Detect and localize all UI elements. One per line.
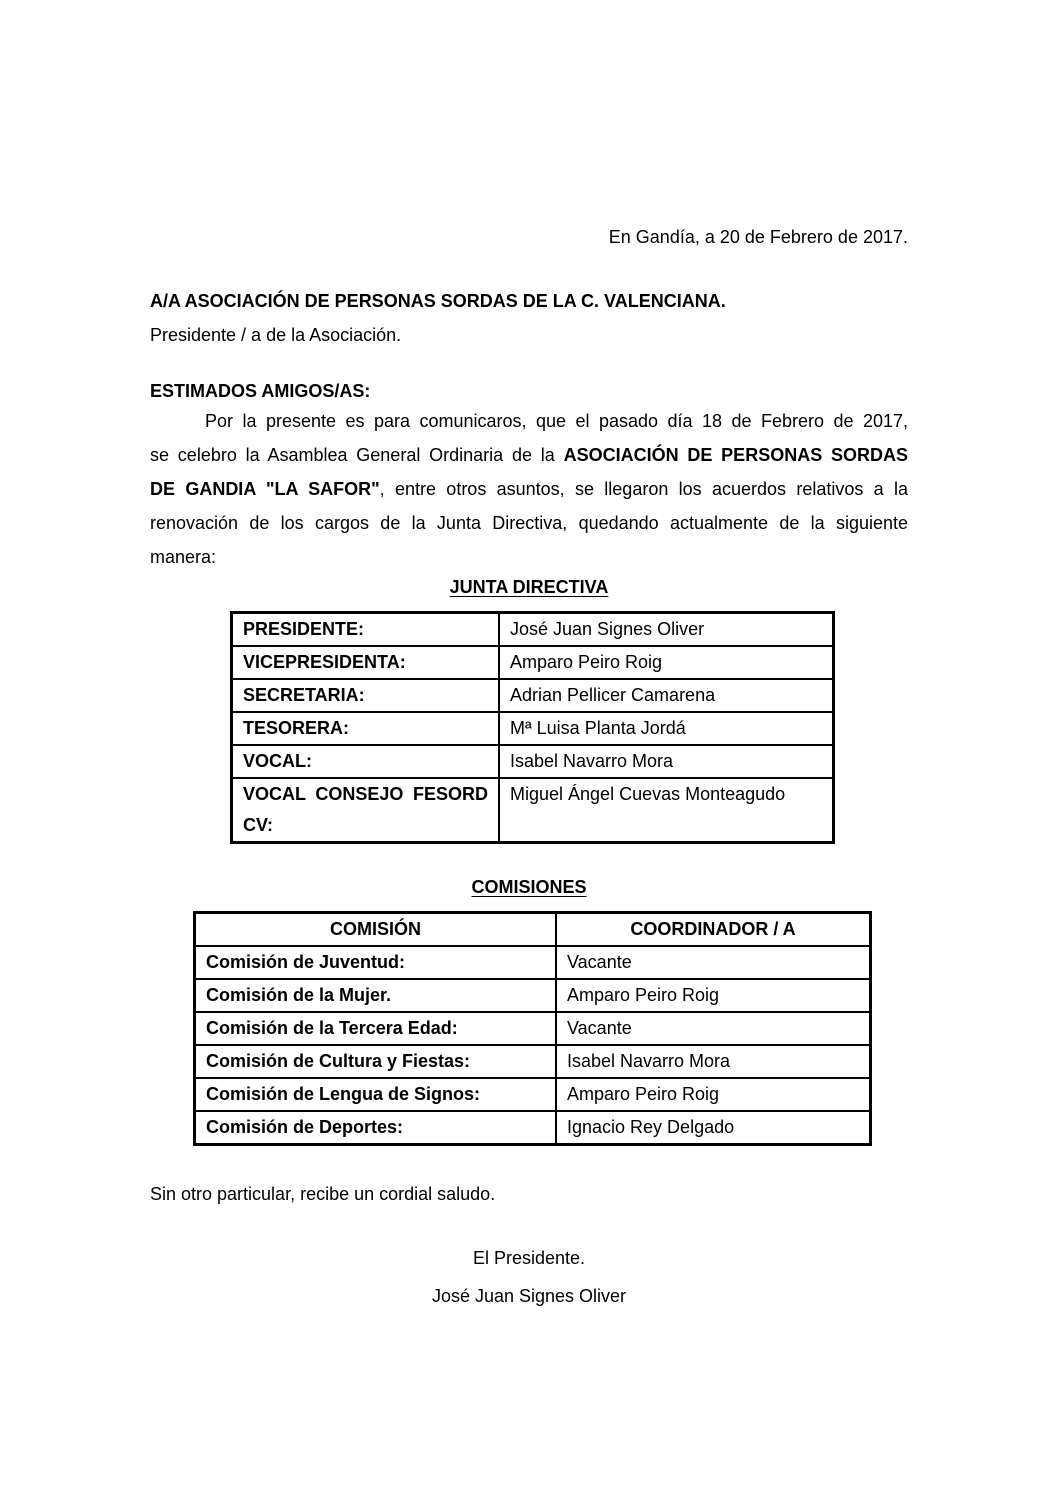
comision-cell: Comisión de Cultura y Fiestas: xyxy=(195,1045,557,1078)
body-paragraph xyxy=(150,404,908,574)
junta-directiva-table xyxy=(230,611,835,844)
table-row xyxy=(195,979,871,1012)
date-line: En Gandía, a 20 de Febrero de 2017. xyxy=(608,227,908,247)
coordinador-cell: Ignacio Rey Delgado xyxy=(556,1111,871,1145)
paragraph-text: Por la presente es para comunicaros, que el pasado día 18 de Febrero de 2017, xyxy=(205,411,908,431)
comision-cell: Comisión de la Mujer. xyxy=(195,979,557,1012)
recipient-line: A/A ASOCIACIÓN DE PERSONAS SORDAS DE LA C. VALENCIANA. xyxy=(150,291,726,311)
recipient-subline: Presidente / a de la Asociación. xyxy=(150,325,402,345)
comision-cell: Comisión de la Tercera Edad: xyxy=(195,1012,557,1045)
paragraph-text: renovación de los cargos de la Junta Directiva, quedando actualmente de la siguiente xyxy=(150,513,908,533)
table-header-row xyxy=(195,913,871,947)
table-row xyxy=(195,1078,871,1111)
nombre-cell: José Juan Signes Oliver xyxy=(499,613,834,647)
comisiones-table xyxy=(193,911,872,1146)
signature-role: El Presidente. xyxy=(472,1248,586,1268)
nombre-cell: Isabel Navarro Mora xyxy=(499,745,834,778)
paragraph-text: se celebro la Asamblea General Ordinaria de la xyxy=(150,445,564,465)
table-row xyxy=(195,1111,871,1145)
signature-name: José Juan Signes Oliver xyxy=(431,1286,627,1306)
paragraph-bold-text: DE GANDIA "LA SAFOR" xyxy=(150,479,380,499)
nombre-cell: Adrian Pellicer Camarena xyxy=(499,679,834,712)
coordinador-cell: Vacante xyxy=(556,946,871,979)
closing-line: Sin otro particular, recibe un cordial saludo. xyxy=(150,1184,496,1204)
comision-cell: Comisión de Lengua de Signos: xyxy=(195,1078,557,1111)
junta-directiva-title: JUNTA DIRECTIVA xyxy=(449,577,609,597)
cargo-cell: PRESIDENTE: xyxy=(232,613,500,647)
comisiones-title: COMISIONES xyxy=(471,877,587,897)
table-row xyxy=(232,712,834,745)
comision-header: COMISIÓN xyxy=(195,913,557,947)
paragraph-text: , entre otros asuntos, se llegaron los acuerdos relativos a la xyxy=(379,479,908,499)
coordinador-cell: Isabel Navarro Mora xyxy=(556,1045,871,1078)
paragraph-line xyxy=(150,438,908,472)
table-row xyxy=(232,745,834,778)
nombre-cell: Miguel Ángel Cuevas Monteagudo xyxy=(499,778,834,843)
table-row xyxy=(195,946,871,979)
cargo-cell: SECRETARIA: xyxy=(232,679,500,712)
table-row xyxy=(232,778,834,843)
table-row xyxy=(232,679,834,712)
coordinador-cell: Vacante xyxy=(556,1012,871,1045)
paragraph-line xyxy=(150,472,908,506)
nombre-cell: Mª Luisa Planta Jordá xyxy=(499,712,834,745)
paragraph-bold-text: ASOCIACIÓN DE PERSONAS SORDAS xyxy=(563,445,909,465)
cargo-cell: VOCAL CONSEJO FESORD CV: xyxy=(232,778,500,843)
table-row xyxy=(195,1045,871,1078)
paragraph-line xyxy=(150,404,908,438)
comision-cell: Comisión de Juventud: xyxy=(195,946,557,979)
coordinador-cell: Amparo Peiro Roig xyxy=(556,1078,871,1111)
salutation-line: ESTIMADOS AMIGOS/AS: xyxy=(150,381,371,401)
coordinador-header: COORDINADOR / A xyxy=(556,913,871,947)
cargo-cell: VOCAL: xyxy=(232,745,500,778)
paragraph-line xyxy=(150,506,908,540)
coordinador-cell: Amparo Peiro Roig xyxy=(556,979,871,1012)
cargo-cell: VICEPRESIDENTA: xyxy=(232,646,500,679)
nombre-cell: Amparo Peiro Roig xyxy=(499,646,834,679)
table-row xyxy=(195,1012,871,1045)
table-row xyxy=(232,646,834,679)
comision-cell: Comisión de Deportes: xyxy=(195,1111,557,1145)
paragraph-text: manera: xyxy=(150,547,217,567)
paragraph-line xyxy=(150,540,908,574)
cargo-cell: TESORERA: xyxy=(232,712,500,745)
table-row xyxy=(232,613,834,647)
